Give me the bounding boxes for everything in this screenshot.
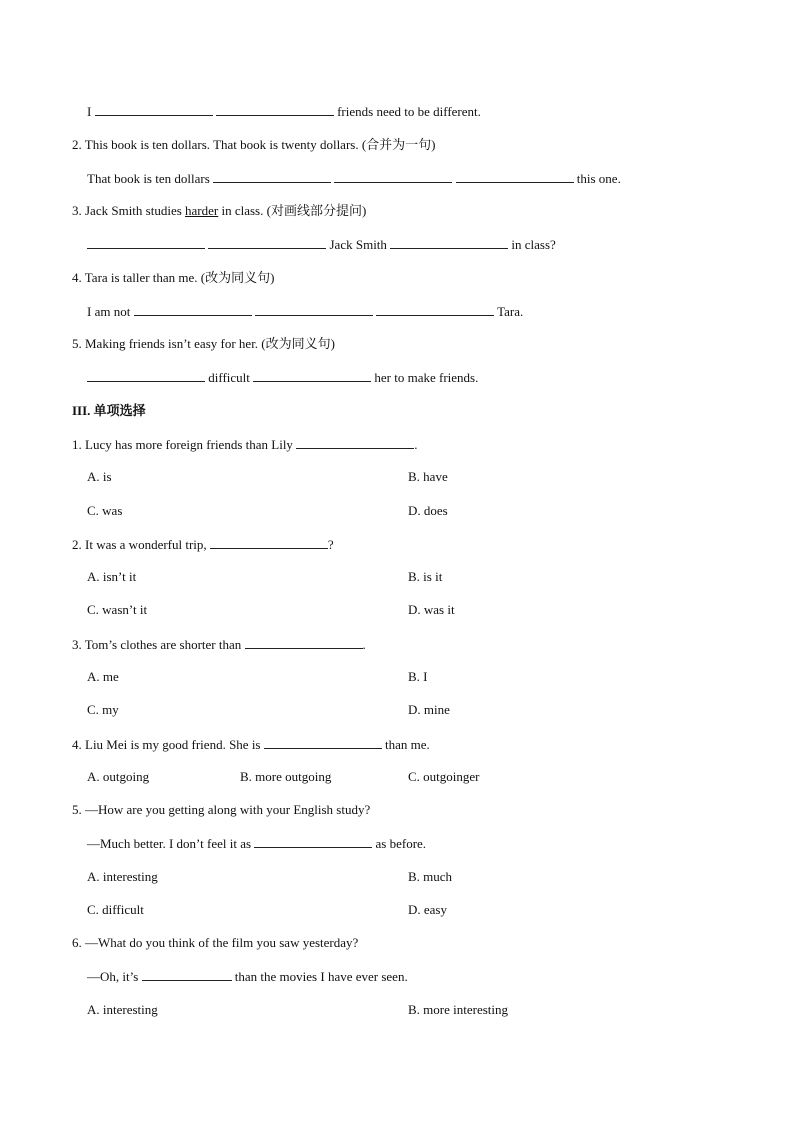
- q1-answer-line: [87, 103, 481, 120]
- question-text: —How are you getting along with your English study?: [85, 802, 371, 817]
- answer-blank[interactable]: [245, 636, 363, 649]
- answer-text: I am not: [87, 304, 131, 319]
- option-c[interactable]: C. my: [87, 702, 119, 717]
- question-text: than the movies I have ever seen.: [234, 969, 408, 984]
- question-text: as before.: [375, 836, 427, 851]
- answer-blank[interactable]: [208, 236, 326, 249]
- option-b[interactable]: B. I: [408, 669, 428, 684]
- answer-blank[interactable]: [87, 236, 205, 249]
- answer-blank[interactable]: [390, 236, 508, 249]
- answer-text: in class?: [511, 237, 556, 252]
- option-d[interactable]: D. does: [408, 503, 448, 518]
- question-text: —Oh, it’s: [87, 969, 139, 984]
- mc-question-2: [72, 536, 334, 553]
- question-text: Making friends isn’t easy for her. (改为同义句): [85, 336, 335, 351]
- question-number: 2.: [72, 537, 82, 552]
- question-text: ?: [327, 537, 334, 552]
- option-b[interactable]: B. much: [408, 869, 453, 884]
- underlined-word: harder: [185, 203, 219, 218]
- mc-question-5: [72, 802, 370, 818]
- question-text: than me.: [385, 737, 430, 752]
- option-a[interactable]: A. interesting: [87, 1002, 158, 1017]
- answer-blank[interactable]: [142, 968, 232, 981]
- option-c[interactable]: C. outgoinger: [408, 769, 480, 784]
- answer-text: difficult: [208, 370, 250, 385]
- q4-answer-line: [87, 303, 523, 320]
- option-d[interactable]: D. mine: [408, 702, 450, 717]
- mc-question-6-line2: [87, 968, 408, 985]
- mc-question-1: [72, 436, 417, 453]
- answer-blank[interactable]: [254, 835, 372, 848]
- option-d[interactable]: D. easy: [408, 902, 447, 917]
- question-number: 3.: [72, 637, 82, 652]
- mc-question-6: [72, 935, 358, 951]
- question-number: 5.: [72, 336, 82, 351]
- answer-blank[interactable]: [95, 103, 213, 116]
- question-text: Tom’s clothes are shorter than: [84, 637, 242, 652]
- mc-question-4: [72, 736, 430, 753]
- q2-answer-line: [87, 170, 621, 187]
- question-number: 2.: [72, 137, 82, 152]
- question-text: .: [362, 637, 366, 652]
- q5-answer-line: [87, 369, 478, 386]
- answer-text: this one.: [576, 171, 621, 186]
- answer-text: her to make friends.: [374, 370, 479, 385]
- question-number: 4.: [72, 270, 82, 285]
- question-text: This book is ten dollars. That book is twenty dollars. (合并为一句): [84, 137, 436, 152]
- question-text: in class. (对画线部分提问): [221, 203, 367, 218]
- question-number: 5.: [72, 802, 82, 817]
- question-2: [72, 137, 436, 153]
- option-a[interactable]: A. is: [87, 469, 112, 484]
- answer-blank[interactable]: [456, 170, 574, 183]
- question-text: It was a wonderful trip,: [85, 537, 207, 552]
- option-a[interactable]: A. outgoing: [87, 769, 150, 784]
- option-b[interactable]: B. is it: [408, 569, 443, 584]
- question-text: .: [414, 437, 418, 452]
- question-3: [72, 203, 366, 219]
- answer-text: Tara.: [497, 304, 524, 319]
- section-title: III. 单项选择: [72, 403, 146, 418]
- answer-blank[interactable]: [216, 103, 334, 116]
- answer-text: I: [87, 104, 92, 119]
- answer-blank[interactable]: [134, 303, 252, 316]
- q3-answer-line: [87, 236, 556, 253]
- answer-blank[interactable]: [213, 170, 331, 183]
- question-number: 6.: [72, 935, 82, 950]
- question-text: Liu Mei is my good friend. She is: [85, 737, 261, 752]
- question-number: 4.: [72, 737, 82, 752]
- option-a[interactable]: A. isn’t it: [87, 569, 137, 584]
- option-c[interactable]: C. was: [87, 503, 123, 518]
- answer-blank[interactable]: [87, 369, 205, 382]
- answer-blank[interactable]: [296, 436, 414, 449]
- mc-question-5-line2: [87, 835, 426, 852]
- question-number: 3.: [72, 203, 82, 218]
- question-text: Lucy has more foreign friends than Lily: [85, 437, 293, 452]
- option-c[interactable]: C. difficult: [87, 902, 144, 917]
- option-b[interactable]: B. more interesting: [408, 1002, 509, 1017]
- answer-text: That book is ten dollars: [87, 171, 210, 186]
- option-d[interactable]: D. was it: [408, 602, 455, 617]
- question-text: Jack Smith studies: [85, 203, 182, 218]
- answer-text: Jack Smith: [329, 237, 387, 252]
- question-text: —Much better. I don’t feel it as: [87, 836, 252, 851]
- answer-blank[interactable]: [255, 303, 373, 316]
- question-text: —What do you think of the film you saw yesterday?: [85, 935, 359, 950]
- mc-question-3: [72, 636, 366, 653]
- question-5: [72, 336, 335, 352]
- option-a[interactable]: A. interesting: [87, 869, 158, 884]
- answer-text: friends need to be different.: [337, 104, 481, 119]
- option-b[interactable]: B. more outgoing: [240, 769, 332, 784]
- answer-blank[interactable]: [334, 170, 452, 183]
- option-b[interactable]: B. have: [408, 469, 448, 484]
- answer-blank[interactable]: [253, 369, 371, 382]
- option-a[interactable]: A. me: [87, 669, 119, 684]
- question-text: Tara is taller than me. (改为同义句): [84, 270, 275, 285]
- answer-blank[interactable]: [264, 736, 382, 749]
- option-c[interactable]: C. wasn’t it: [87, 602, 148, 617]
- answer-blank[interactable]: [210, 536, 328, 549]
- answer-blank[interactable]: [376, 303, 494, 316]
- question-4: [72, 270, 274, 286]
- question-number: 1.: [72, 437, 82, 452]
